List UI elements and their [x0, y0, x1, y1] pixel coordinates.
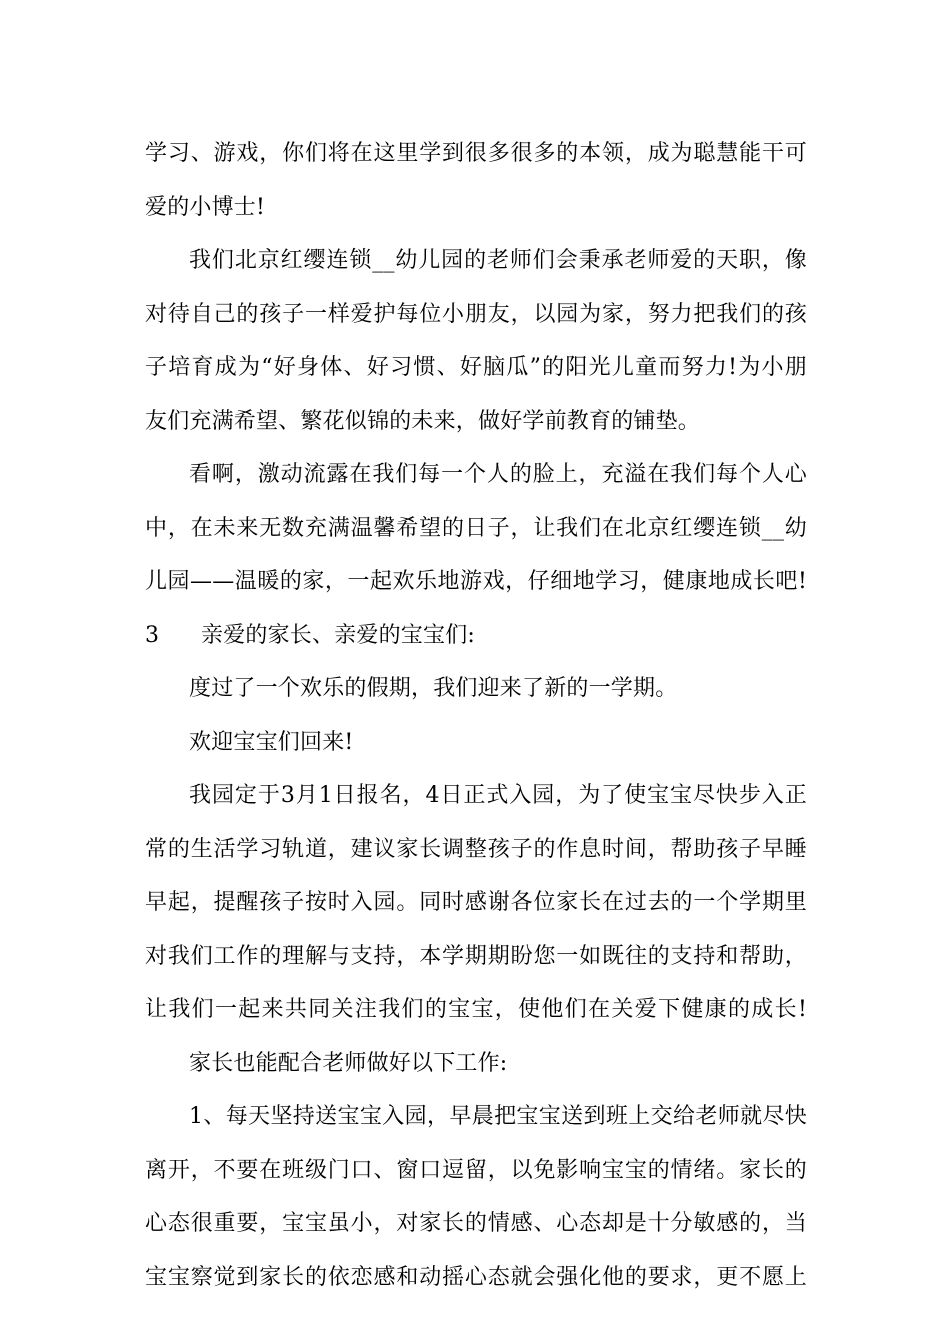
text-line: 对待自己的孩子一样爱护每位小朋友，以园为家，努力把我们的孩	[145, 301, 807, 327]
paragraph-start-line: 度过了一个欢乐的假期，我们迎来了新的一学期。	[189, 676, 678, 701]
text-line: 对我们工作的理解与支持，本学期期盼您一如既往的支持和帮助，	[145, 943, 807, 969]
paragraph-start-line: 我园定于3月1日报名，4日正式入园，为了使宝宝尽快步入正	[189, 783, 807, 808]
text-line: 心态很重要，宝宝虽小，对家长的情感、心态却是十分敏感的，当	[145, 1211, 807, 1236]
section-number: 3	[145, 622, 160, 648]
text-line: 学习、游戏，你们将在这里学到很多很多的本领，成为聪慧能干可	[145, 141, 807, 166]
text-line: 离开，不要在班级门口、窗口逗留，以免影响宝宝的情绪。家长的	[145, 1157, 807, 1183]
paragraph-start-line: 1、每天坚持送宝宝入园，早晨把宝宝送到班上交给老师就尽快	[189, 1104, 807, 1129]
text-line: 爱的小博士!	[145, 194, 266, 220]
paragraph-start-line: 看啊，激动流露在我们每一个人的脸上，充溢在我们每个人心	[189, 462, 807, 487]
text-line: 早起，提醒孩子按时入园。同时感谢各位家长在过去的一个学期里	[145, 890, 807, 915]
text-line: 友们充满希望、繁花似锦的未来，做好学前教育的铺垫。	[145, 408, 701, 434]
text-line: 中，在未来无数充满温馨希望的日子，让我们在北京红缨连锁__幼	[145, 515, 807, 541]
paragraph-start-line: 欢迎宝宝们回来!	[189, 729, 354, 755]
paragraph-start-line: 我们北京红缨连锁__幼儿园的老师们会秉承老师爱的天职，像	[189, 248, 807, 273]
text-line: 儿园——温暖的家，一起欢乐地游戏，仔细地学习，健康地成长吧!	[145, 569, 807, 594]
text-line: 子培育成为“好身体、好习惯、好脑瓜”的阳光儿童而努力!为小朋	[145, 355, 807, 380]
salutation-text: 亲爱的家长、亲爱的宝宝们:	[201, 622, 476, 648]
text-line: 让我们一起来共同关注我们的宝宝，使他们在关爱下健康的成长!	[145, 997, 807, 1022]
document-body	[145, 127, 807, 1304]
text-line: 宝宝察觉到家长的依恋感和动摇心态就会强化他的要求，更不愿上	[145, 1264, 807, 1290]
section-heading-line	[145, 609, 807, 663]
paragraph-start-line: 家长也能配合老师做好以下工作:	[189, 1050, 508, 1076]
text-line: 常的生活学习轨道，建议家长调整孩子的作息时间，帮助孩子早睡	[145, 836, 807, 862]
